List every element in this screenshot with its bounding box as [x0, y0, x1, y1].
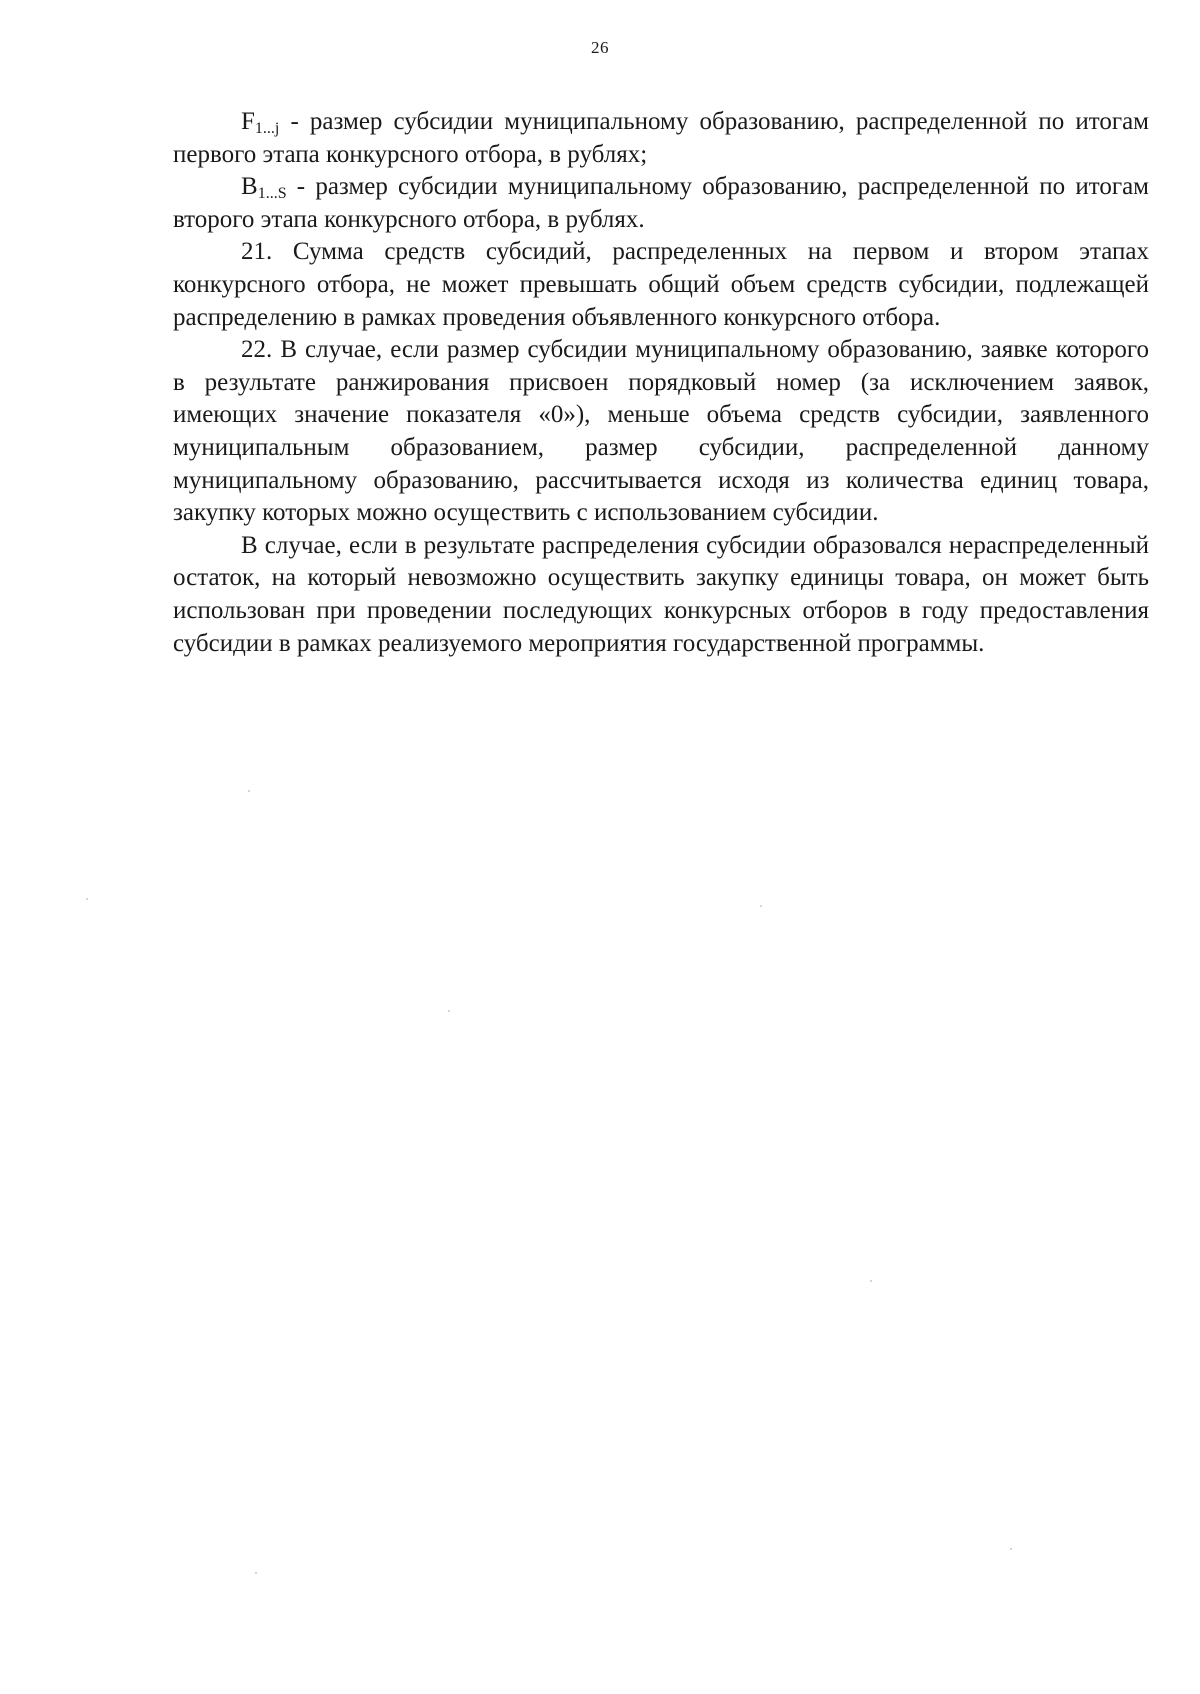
subscript-b: 1...S — [257, 185, 287, 203]
definition-f-paragraph — [173, 106, 1149, 171]
scan-speck — [255, 1572, 257, 1574]
subscript-f: 1...j — [254, 120, 280, 137]
document-body — [173, 106, 1149, 660]
definition-f-text: - размер субсидии муниципальному образованию, распределенной по итогам первого этапа конкурсного отбора, в рублях; — [173, 108, 1149, 168]
paragraph-remainder: В случае, если в результате распределения субсидии образовался нераспределенный остаток, на который невозможно осуществить закупку единицы товара, он может быть использован при проведении последующих конкурсных отборов в году предоставления субсидии в рамках реализуемого мероприятия государственной программы. — [173, 531, 1149, 657]
scan-speck — [448, 1010, 450, 1012]
scan-speck — [870, 1280, 872, 1282]
scan-speck — [760, 905, 762, 907]
scan-speck — [86, 898, 88, 900]
page-number: 26 — [591, 38, 609, 57]
paragraph-22: 22. В случае, если размер субсидии муниципальному образованию, заявке которого в результате ранжирования присвоен порядковый номер (за исключением заявок, имеющих значение показателя «0»), меньше объема средств субсидии, заявленного муниципальным образованием, размер субсидии, распределенной данному муниципальному образованию, рассчитывается исходя из количества единиц товара, закупку которых можно осуществить с использованием субсидии. — [173, 336, 1149, 527]
scan-speck — [1010, 1548, 1012, 1550]
symbol-b: B — [241, 173, 258, 201]
symbol-f: F — [241, 108, 255, 135]
paragraph-21: 21. Сумма средств субсидий, распределенных на первом и втором этапах конкурсного отбора, не может превышать общий объем средств субсидии, подлежащей распределению в рамках проведения объявленного конкурсного отбора. — [173, 238, 1149, 331]
definition-b-text: - размер субсидии муниципальному образованию, распределенной по итогам второго этапа конкурсного отбора, в рублях. — [173, 173, 1149, 233]
definition-b-paragraph — [173, 171, 1149, 236]
scan-speck — [248, 790, 250, 792]
